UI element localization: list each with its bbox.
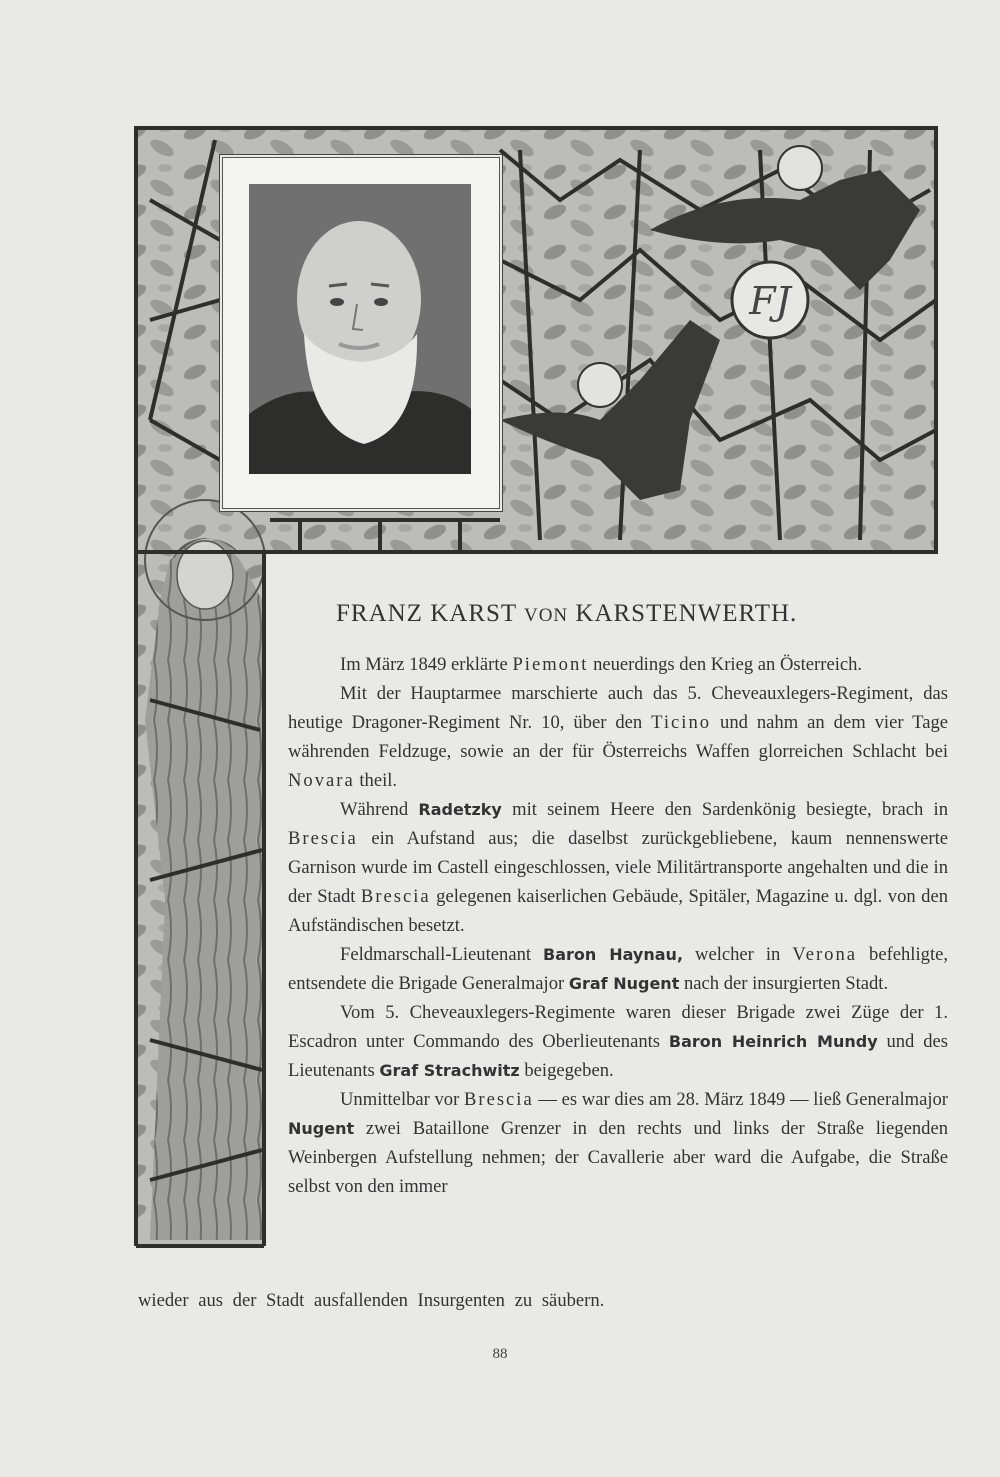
text-run: neuerdings den Krieg an Österreich. (588, 654, 863, 675)
text-run: Im März 1849 erklärte (340, 654, 513, 675)
text-run: — es war dies am 28. März 1849 — ließ Generalmajor (533, 1089, 948, 1110)
bold-name: Baron Heinrich Mundy (668, 1032, 878, 1051)
text-run: gelegenen kaiserlichen Gebäude, Spitäler, Magazine u. dgl. von den Aufständischen besetzt. (288, 886, 948, 936)
paragraph-6 (288, 1085, 948, 1201)
text-run: zwei Bataillone Grenzer in den rechts und links der Straße liegenden Weinbergen Aufstellung nehmen; der Cavallerie aber ward die Aufgabe, die Straße selbst von den immer (288, 1118, 948, 1197)
spaced-place-name: Brescia (360, 886, 431, 907)
spaced-place-name: Brescia (288, 828, 358, 849)
paragraph-2 (288, 679, 948, 795)
body-text (288, 650, 948, 1201)
portrait-photo (249, 184, 471, 474)
paragraph-5 (288, 998, 948, 1085)
bold-name: Graf Strachwitz (379, 1061, 520, 1080)
page-title (336, 600, 936, 628)
text-run: theil. (354, 770, 398, 791)
text-run: Vom 5. Cheveauxlegers-Regimente waren dieser Brigade zwei Züge der 1. Escadron unter Commando des Oberlieutenants (288, 1002, 948, 1052)
text-run: welcher in (683, 944, 793, 965)
text-run: befehligte, entsendete die Brigade Generalmajor (288, 944, 949, 994)
title-part-1: FRANZ KARST (336, 600, 524, 627)
bold-name: Baron Haynau, (543, 945, 684, 964)
spaced-place-name: Ticino (651, 712, 712, 733)
text-run: mit seinem Heere den Sardenkönig besiegte, brach in (501, 799, 948, 820)
text-run: nach der insurgierten Stadt. (679, 973, 889, 994)
text-run: und nahm an dem vier Tage währenden Feldzuge, sowie an der für Österreichs Waffen glorreichen Schlacht bei (288, 712, 948, 762)
paragraph-1 (288, 650, 948, 679)
bold-name: Nugent (288, 1119, 355, 1138)
title-part-2: VON (523, 605, 569, 626)
text-run: beigegeben. (519, 1060, 614, 1081)
text-run: Mit der Hauptarmee marschierte auch das 5. Cheveauxlegers-Regiment, das heutige Dragoner-Regiment Nr. 10, über den (288, 683, 948, 733)
bold-name: Radetzky (418, 800, 502, 819)
portrait-frame (222, 157, 500, 509)
paragraph-6-last-line: wieder aus der Stadt ausfallenden Insurgenten zu säubern. (138, 1290, 605, 1311)
bold-name: Graf Nugent (568, 974, 680, 993)
text-run: Feldmarschall-Lieutenant (340, 944, 544, 965)
spaced-place-name: Verona (792, 944, 858, 965)
paragraph-4 (288, 940, 948, 998)
spaced-place-name: Novara (288, 770, 355, 791)
spaced-place-name: Piemont (512, 654, 589, 675)
paragraph-3 (288, 795, 948, 940)
spaced-place-name: Brescia (463, 1089, 534, 1110)
text-run: Unmittelbar vor (340, 1089, 464, 1110)
svg-text:FJ: FJ (749, 279, 791, 323)
text-run: und des Lieutenants (288, 1031, 948, 1081)
title-part-3: KARSTENWERTH. (568, 600, 798, 627)
page-number: 88 (492, 1346, 508, 1362)
text-run: ein Aufstand aus; die daselbst zurückgebliebene, kaum nennenswerte Garnison wurde im Castell eingeschlossen, viele Militärtransporte angehalten und die in der Stadt (288, 828, 948, 907)
text-run: Während (340, 799, 419, 820)
